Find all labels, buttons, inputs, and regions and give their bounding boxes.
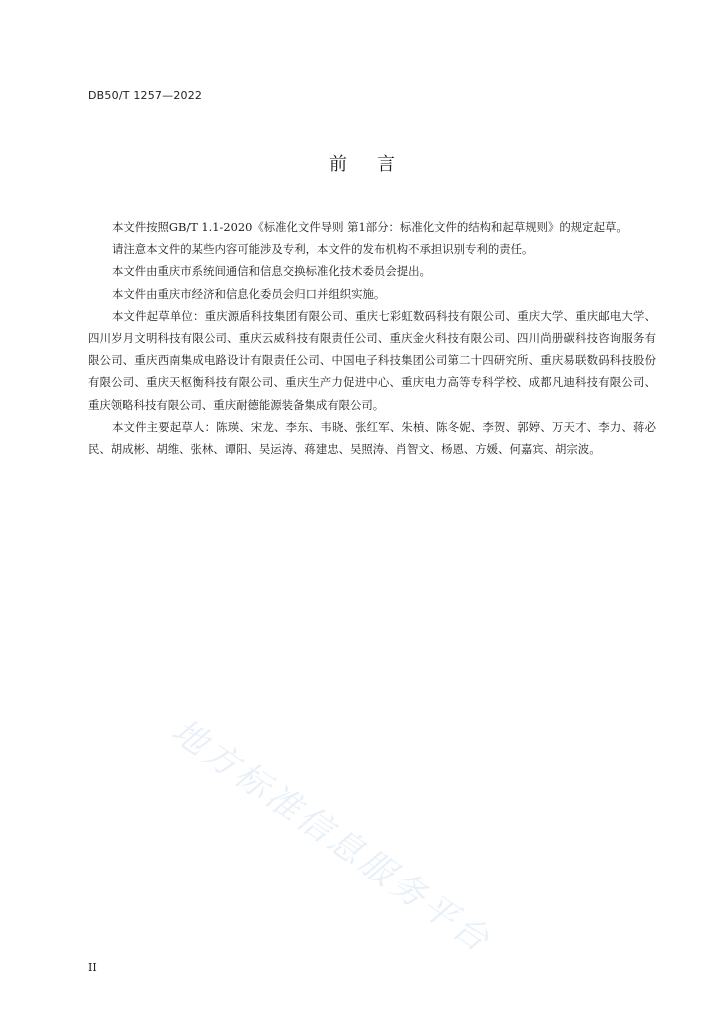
- page-number: II: [88, 961, 97, 974]
- paragraph-drafting-units: 本文件起草单位：重庆源盾科技集团有限公司、重庆七彩虹数码科技有限公司、重庆大学、重庆邮电大学、四川岁月文明科技有限公司、重庆云威科技有限责任公司、重庆金火科技有限公司、四川尚册碳科技咨询服务有限公司、重庆西南集成电路设计有限责任公司、中国电子科技集团公司第二十四研究所、重庆易联数码科技股份有限公司、重庆天枢衡科技有限公司、重庆生产力促进中心、重庆电力高等专科学校、成都凡迪科技有限公司、重庆领略科技有限公司、重庆耐德能源装备集成有限公司。: [88, 308, 656, 412]
- paragraph-proposer: 本文件由重庆市系统间通信和信息交换标准化技术委员会提出。: [111, 264, 431, 279]
- page-title: 前言: [329, 154, 425, 175]
- paragraph-drafting-rules: 本文件按照GB/T 1.1-2020《标准化文件导则 第1部分：标准化文件的结构和起草规则》的规定起草。: [111, 220, 628, 234]
- paragraph-patent-notice: 请注意本文件的某些内容可能涉及专利，本文件的发布机构不承担识别专利的责任。: [111, 242, 534, 257]
- foreword-body: [88, 216, 656, 460]
- paragraph-administrator: 本文件由重庆市经济和信息化委员会归口并组织实施。: [111, 286, 386, 301]
- document-code: DB50/T 1257—2022: [88, 89, 203, 102]
- watermark: 地方标准信息服务平台: [164, 710, 499, 962]
- paragraph-drafters: 本文件主要起草人：陈瑛、宋龙、李东、韦晓、张红军、朱楨、陈冬妮、李贺、郭婷、万天才、李力、蒋必民、胡成彬、胡维、张林、谭阳、吴运涛、蒋建忠、吴照涛、肖智文、杨恩、方媛、何嘉宾、胡宗波。: [88, 419, 656, 457]
